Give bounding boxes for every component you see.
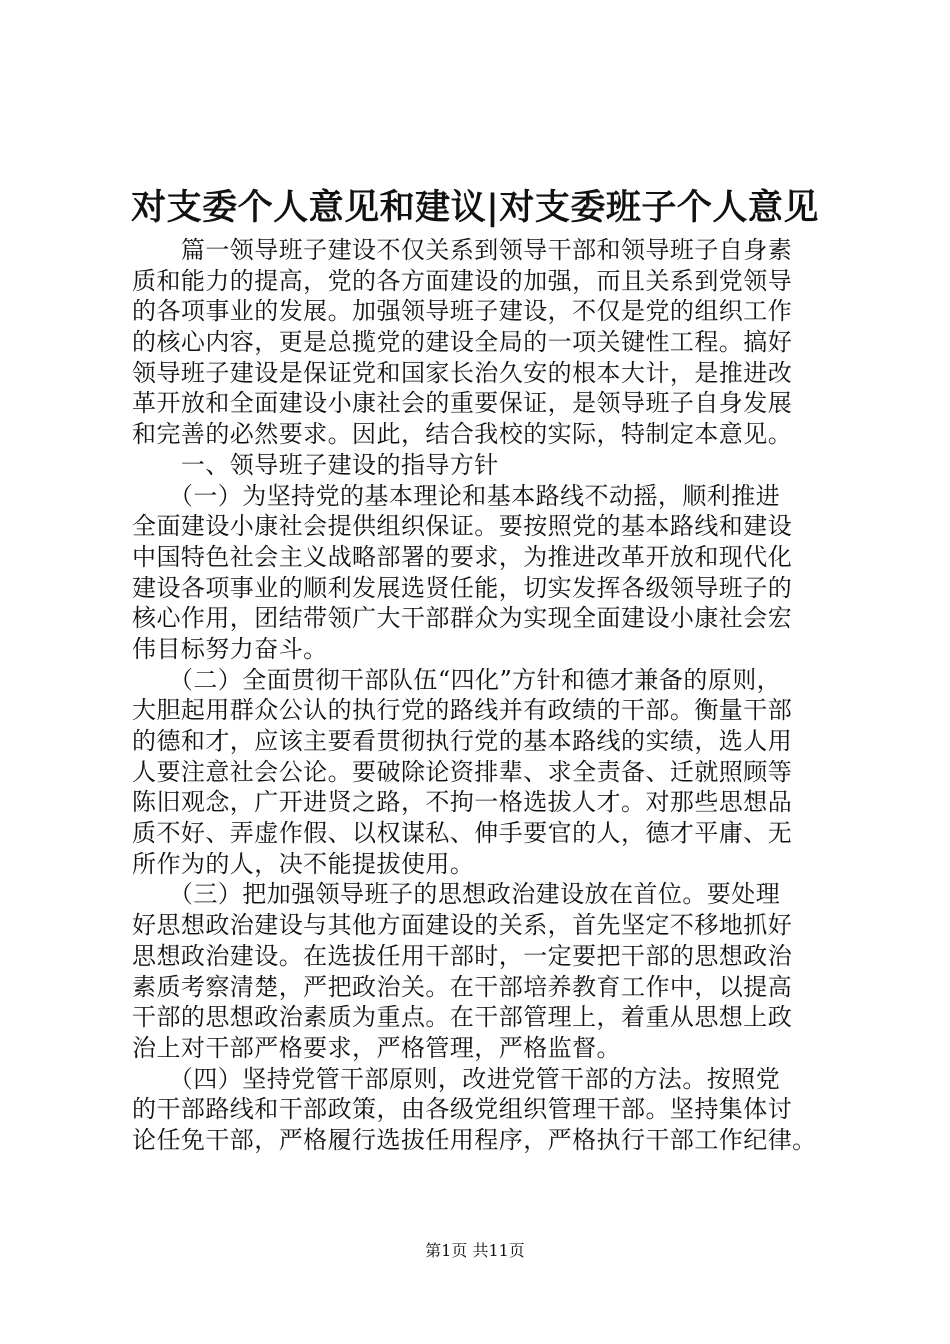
body-line: （三）把加强领导班子的思想政治建设放在首位。要处理 <box>132 880 781 909</box>
body-line: 人要注意社会公论。要破除论资排辈、求全责备、迁就照顾等 <box>132 757 793 786</box>
page-number-footer: 第1页 共11页 <box>425 1241 525 1260</box>
body-line: 的核心内容，更是总揽党的建设全局的一项关键性工程。搞好 <box>132 328 793 357</box>
document-body <box>132 235 832 1156</box>
body-line: 革开放和全面建设小康社会的重要保证，是领导班子自身发展 <box>132 389 793 418</box>
body-line: （二）全面贯彻干部队伍“四化”方针和德才兼备的原则， <box>132 665 782 694</box>
body-line: 好思想政治建设与其他方面建设的关系，首先坚定不移地抓好 <box>132 911 793 940</box>
document-title: 对支委个人意见和建议|对支委班子个人意见 <box>131 187 819 228</box>
body-line: 领导班子建设是保证党和国家长治久安的根本大计，是推进改 <box>132 358 793 387</box>
body-line: 中国特色社会主义战略部署的要求，为推进改革开放和现代化 <box>132 542 793 571</box>
body-line: 所作为的人，决不能提拔使用。 <box>132 849 475 878</box>
body-line: 干部的思想政治素质为重点。在干部管理上，着重从思想上政 <box>132 1003 793 1032</box>
body-line: 论任免干部，严格履行选拔任用程序，严格执行干部工作纪律。 <box>132 1125 817 1154</box>
body-line: 篇一领导班子建设不仅关系到领导干部和领导班子自身素 <box>132 236 793 264</box>
body-line: 质不好、弄虚作假、以权谋私、伸手要官的人，德才平庸、无 <box>132 819 793 848</box>
body-line: 的干部路线和干部政策，由各级党组织管理干部。坚持集体讨 <box>132 1095 793 1124</box>
body-line: 大胆起用群众公认的执行党的路线并有政绩的干部。衡量干部 <box>132 696 793 725</box>
body-line: 全面建设小康社会提供组织保证。要按照党的基本路线和建设 <box>132 512 793 541</box>
body-line: 质和能力的提高，党的各方面建设的加强，而且关系到党领导 <box>132 266 793 295</box>
body-line: （四）坚持党管干部原则，改进党管干部的方法。按照党 <box>132 1064 781 1093</box>
body-line: 的各项事业的发展。加强领导班子建设，不仅是党的组织工作 <box>132 297 793 326</box>
body-line: 陈旧观念，广开进贤之路，不拘一格选拔人才。对那些思想品 <box>132 788 793 817</box>
body-line: 核心作用，团结带领广大干部群众为实现全面建设小康社会宏 <box>132 604 793 633</box>
body-line: 素质考察清楚，严把政治关。在干部培养教育工作中，以提高 <box>132 972 793 1001</box>
section-heading: 一、领导班子建设的指导方针 <box>132 450 499 479</box>
body-line: 建设各项事业的顺利发展选贤任能，切实发挥各级领导班子的 <box>132 573 793 602</box>
body-line: 治上对干部严格要求，严格管理，严格监督。 <box>132 1033 621 1062</box>
body-line: （一）为坚持党的基本理论和基本路线不动摇，顺利推进 <box>132 481 781 510</box>
body-line: 伟目标努力奋斗。 <box>132 634 328 663</box>
body-line: 和完善的必然要求。因此，结合我校的实际，特制定本意见。 <box>132 420 793 449</box>
body-line: 思想政治建设。在选拔任用干部时，一定要把干部的思想政治 <box>132 941 793 970</box>
body-line: 的德和才，应该主要看贯彻执行党的基本路线的实绩，选人用 <box>132 727 793 755</box>
